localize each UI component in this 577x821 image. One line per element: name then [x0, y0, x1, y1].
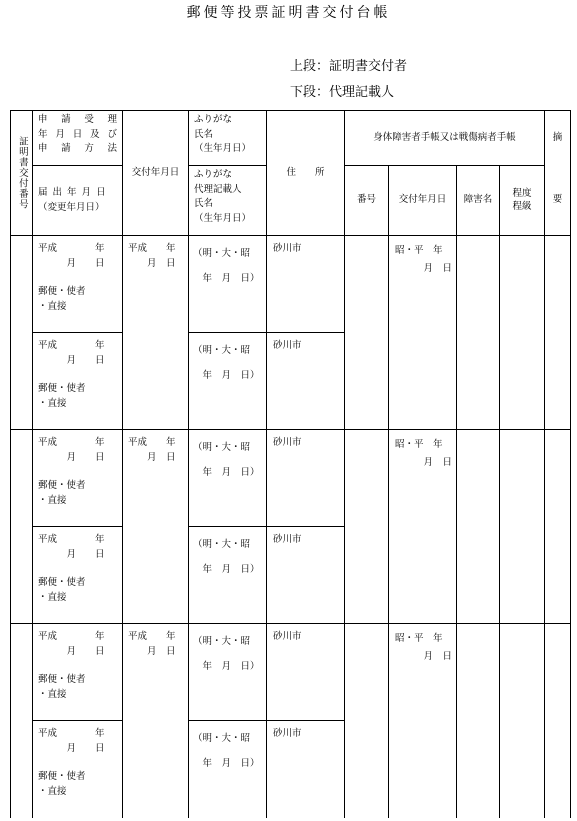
header-notification: 届 出 年 月 日 （変更年月日）: [33, 166, 123, 236]
handbook-number-cell[interactable]: [345, 430, 389, 624]
legend-upper: 上段：証明書交付者: [290, 59, 408, 74]
notification-cell[interactable]: 平成 年 月 日 郵便・使者 ・直接: [33, 527, 123, 624]
address-cell[interactable]: 砂川市: [267, 236, 345, 333]
proxy-name-cell[interactable]: （明・大・昭 年 月 日）: [189, 721, 267, 818]
proxy-name-cell[interactable]: （明・大・昭 年 月 日）: [189, 527, 267, 624]
degree-grade-cell[interactable]: [500, 236, 545, 430]
entry-2-upper: [11, 430, 571, 527]
header-application: 申 請 受 理 年 月 日 及 び 申 請 方 法: [33, 111, 123, 166]
page-title: 郵便等投票証明書交付台帳: [186, 5, 391, 21]
issue-date-cell[interactable]: 平成 年 月 日: [123, 430, 189, 624]
remarks-cell[interactable]: [545, 624, 571, 818]
notification-cell[interactable]: 平成 年 月 日 郵便・使者 ・直接: [33, 721, 123, 818]
header-name-lower: ふりがな 代理記載人 氏名 （生年月日）: [189, 166, 267, 236]
degree-grade-cell[interactable]: [500, 430, 545, 624]
notification-cell[interactable]: 平成 年 月 日 郵便・使者 ・直接: [33, 333, 123, 430]
header-remarks-top: 摘: [545, 111, 571, 166]
entry-3-upper: [11, 624, 571, 721]
header-degree-grade: 程度 程級: [500, 166, 545, 236]
issue-date-cell[interactable]: 平成 年 月 日: [123, 624, 189, 818]
application-cell[interactable]: 平成 年 月 日 郵便・使者 ・直接: [33, 624, 123, 721]
ledger-table: [10, 110, 571, 818]
application-cell[interactable]: 平成 年 月 日 郵便・使者 ・直接: [33, 236, 123, 333]
degree-grade-cell[interactable]: [500, 624, 545, 818]
disability-name-cell[interactable]: [457, 624, 500, 818]
disability-name-cell[interactable]: [457, 236, 500, 430]
handbook-number-cell[interactable]: [345, 236, 389, 430]
proxy-address-cell[interactable]: 砂川市: [267, 527, 345, 624]
header-address: 住 所: [267, 111, 345, 236]
handbook-issue-date-cell[interactable]: 昭・平 年 月 日: [389, 430, 457, 624]
handbook-issue-date-cell[interactable]: 昭・平 年 月 日: [389, 624, 457, 818]
header-handbook-number: 番号: [345, 166, 389, 236]
name-cell[interactable]: （明・大・昭 年 月 日）: [189, 624, 267, 721]
cert-no-cell[interactable]: [11, 624, 33, 818]
disability-name-cell[interactable]: [457, 430, 500, 624]
header-handbook-issue-date: 交付年月日: [389, 166, 457, 236]
handbook-number-cell[interactable]: [345, 624, 389, 818]
legend-lower: 下段：代理記載人: [290, 85, 395, 100]
name-cell[interactable]: （明・大・昭 年 月 日）: [189, 430, 267, 527]
remarks-cell[interactable]: [545, 430, 571, 624]
entry-1-upper: [11, 236, 571, 333]
name-cell[interactable]: （明・大・昭 年 月 日）: [189, 236, 267, 333]
issue-date-cell[interactable]: 平成 年 月 日: [123, 236, 189, 430]
header-cert-no: 証明書交付番号: [11, 111, 33, 236]
address-cell[interactable]: 砂川市: [267, 430, 345, 527]
proxy-address-cell[interactable]: 砂川市: [267, 721, 345, 818]
proxy-address-cell[interactable]: 砂川市: [267, 333, 345, 430]
address-cell[interactable]: 砂川市: [267, 624, 345, 721]
header-disability-name: 障害名: [457, 166, 500, 236]
cert-no-cell[interactable]: [11, 430, 33, 624]
header-name-upper: ふりがな 氏名 （生年月日）: [189, 111, 267, 166]
cert-no-cell[interactable]: [11, 236, 33, 430]
handbook-issue-date-cell[interactable]: 昭・平 年 月 日: [389, 236, 457, 430]
header-issue-date: 交付年月日: [123, 111, 189, 236]
application-cell[interactable]: 平成 年 月 日 郵便・使者 ・直接: [33, 430, 123, 527]
header-handbook: 身体障害者手帳又は戦傷病者手帳: [345, 111, 545, 166]
header-remarks-bottom: 要: [545, 166, 571, 236]
remarks-cell[interactable]: [545, 236, 571, 430]
proxy-name-cell[interactable]: （明・大・昭 年 月 日）: [189, 333, 267, 430]
